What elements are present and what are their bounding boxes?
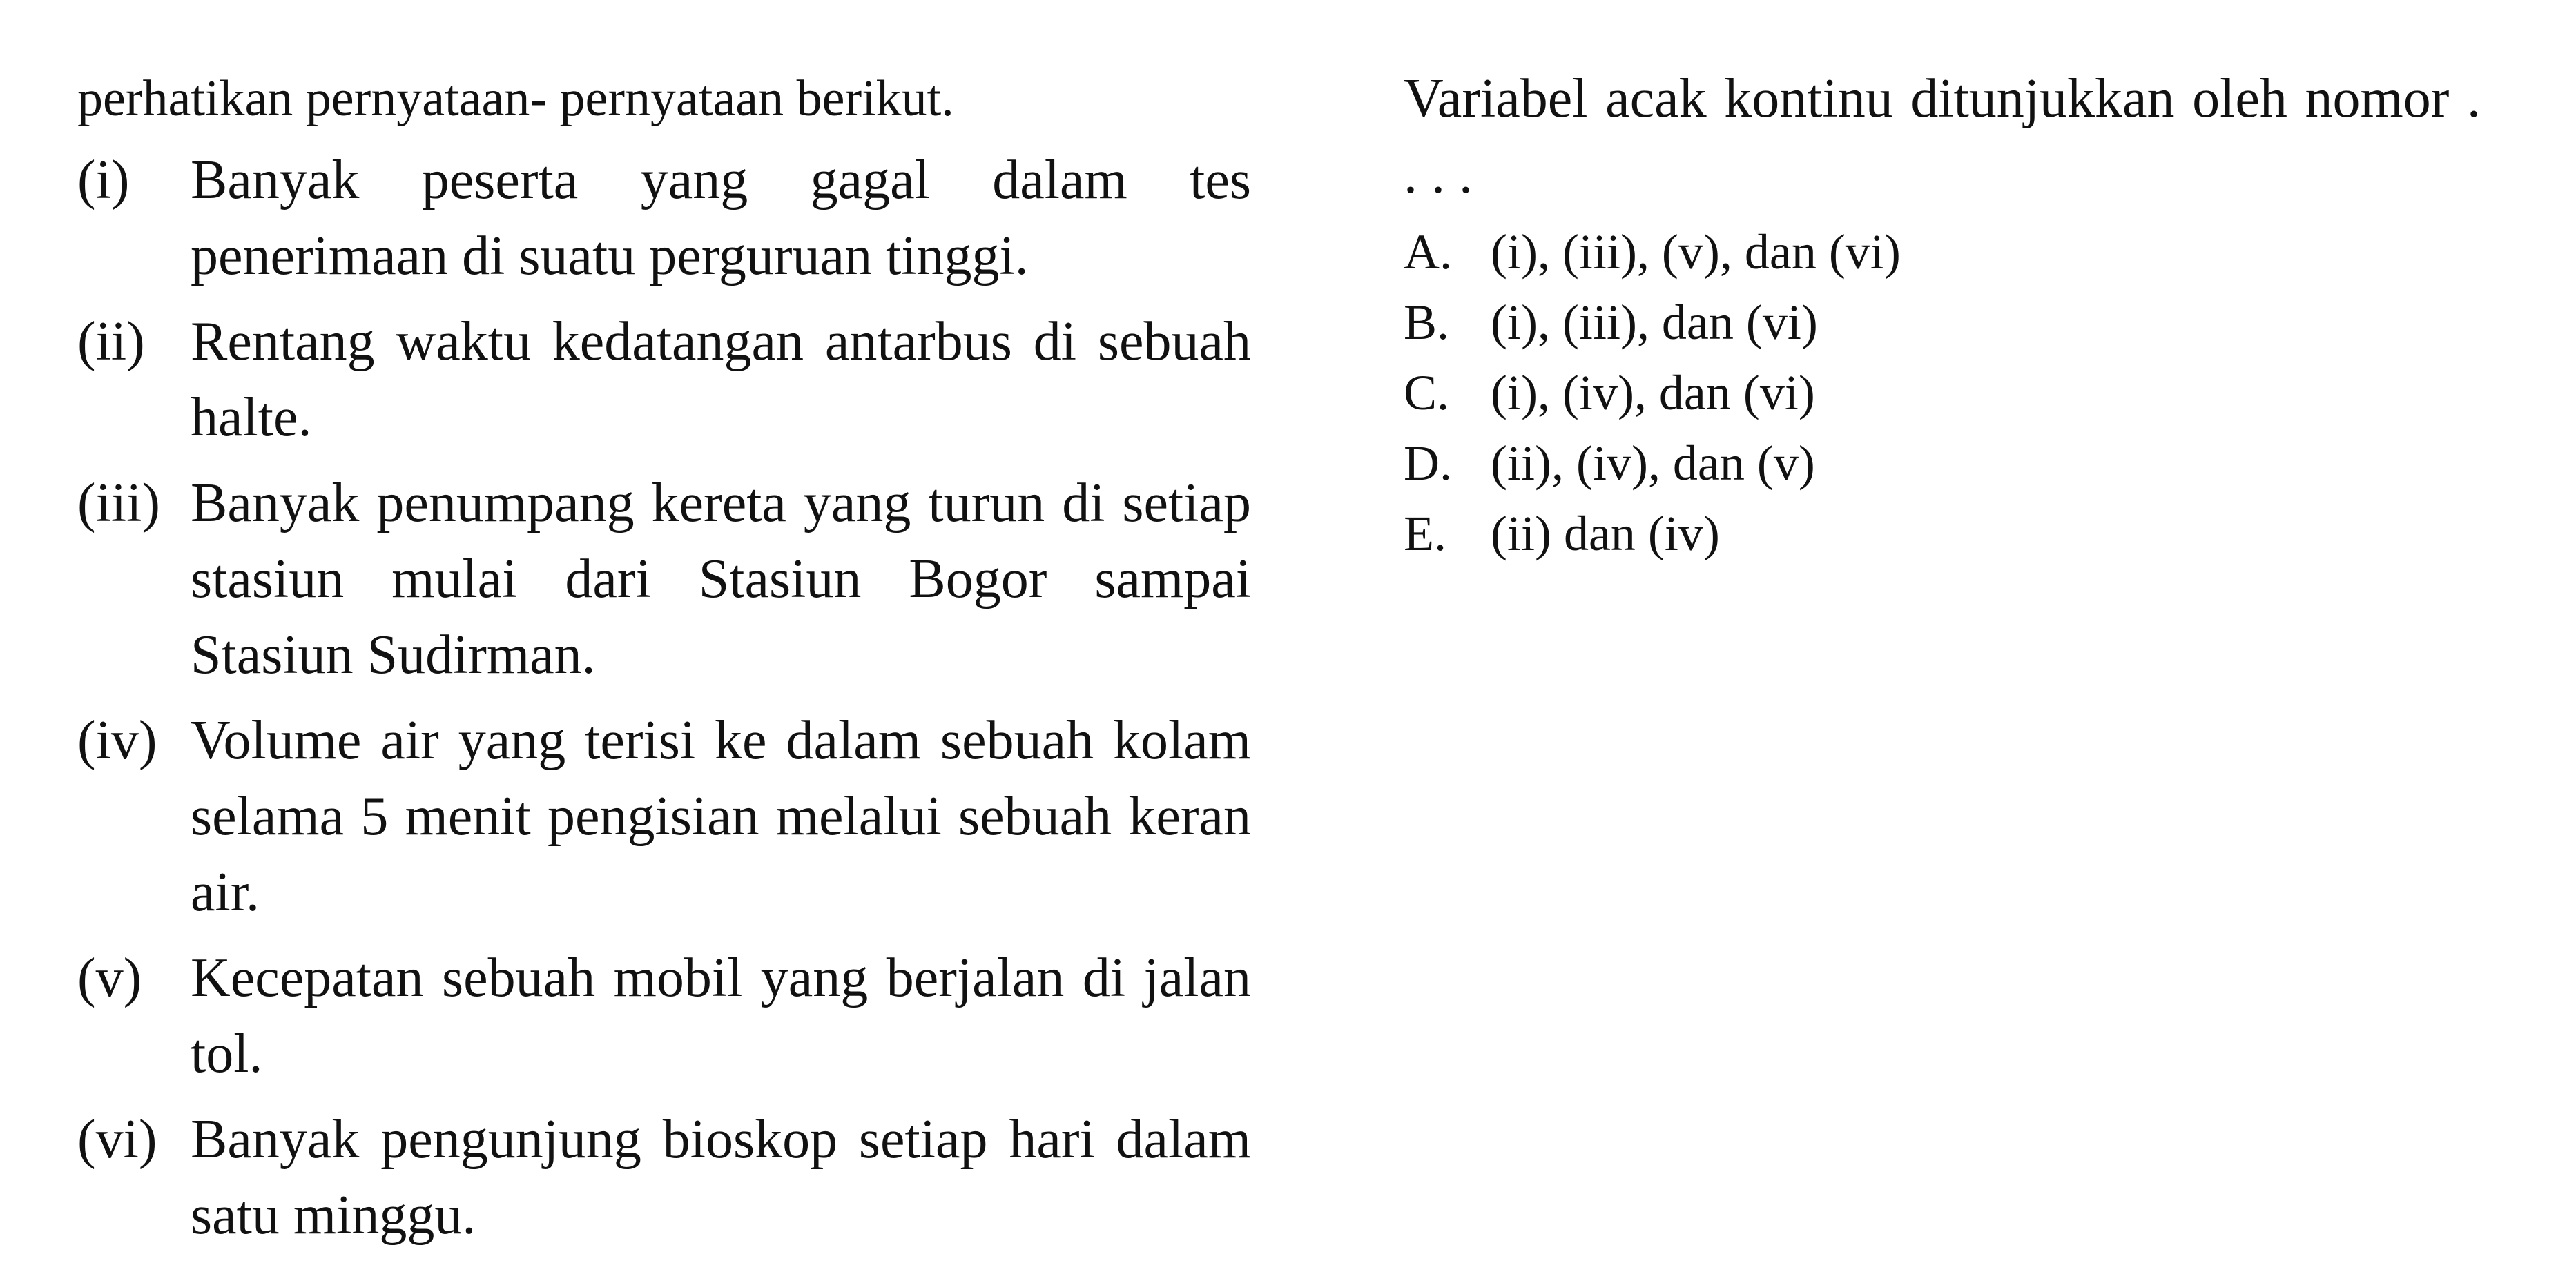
- answer-option-a[interactable]: [1404, 217, 2481, 287]
- option-text: (ii), (iv), dan (v): [1491, 435, 1815, 491]
- statement-text: Banyak penumpang kereta yang turun di setiap stasiun mulai dari Stasiun Bogor sampai Stasiun Sudirman.: [191, 473, 1251, 685]
- option-text: (i), (iii), (v), dan (vi): [1491, 224, 1901, 280]
- statement-text: Rentang waktu kedatangan antarbus di sebuah halte.: [191, 311, 1251, 448]
- option-text: (ii) dan (iv): [1491, 506, 1720, 561]
- answer-option-e[interactable]: [1404, 498, 2481, 569]
- statement-label: (i): [77, 150, 130, 210]
- statement-item: [77, 304, 1251, 456]
- option-label: E.: [1404, 506, 1446, 561]
- statement-label: (v): [77, 948, 142, 1008]
- question-column: [1404, 61, 2481, 569]
- option-label: C.: [1404, 365, 1450, 420]
- statement-item: [77, 465, 1251, 693]
- statement-label: (vi): [77, 1109, 157, 1170]
- statement-text: Banyak pengunjung bioskop setiap hari dalam satu minggu.: [191, 1109, 1251, 1246]
- statement-label: (ii): [77, 311, 145, 372]
- answer-option-c[interactable]: [1404, 358, 2481, 428]
- statement-text: Kecepatan sebuah mobil yang berjalan di jalan tol.: [191, 948, 1251, 1084]
- question-text: Variabel acak kontinu ditunjukkan oleh nomor . . . .: [1404, 68, 2481, 205]
- statement-item: [77, 703, 1251, 930]
- statement-text: Banyak peserta yang gagal dalam tes penerimaan di suatu perguruan tinggi.: [191, 150, 1251, 286]
- statement-item: [77, 142, 1251, 294]
- statements-column: [77, 61, 1251, 1263]
- answer-option-b[interactable]: [1404, 287, 2481, 358]
- statement-item: [77, 940, 1251, 1092]
- option-label: A.: [1404, 224, 1452, 280]
- statement-label: (iv): [77, 710, 157, 771]
- option-text: (i), (iv), dan (vi): [1491, 365, 1815, 420]
- option-text: (i), (iii), dan (vi): [1491, 295, 1818, 350]
- intro-text: perhatikan pernyataan- pernyataan berikut.: [77, 70, 954, 127]
- statement-item: [77, 1102, 1251, 1253]
- statement-label: (iii): [77, 473, 160, 533]
- option-label: B.: [1404, 295, 1450, 350]
- statement-text: Volume air yang terisi ke dalam sebuah kolam selama 5 menit pengisian melalui sebuah keran air.: [191, 710, 1251, 923]
- option-label: D.: [1404, 435, 1452, 491]
- answer-option-d[interactable]: [1404, 428, 2481, 498]
